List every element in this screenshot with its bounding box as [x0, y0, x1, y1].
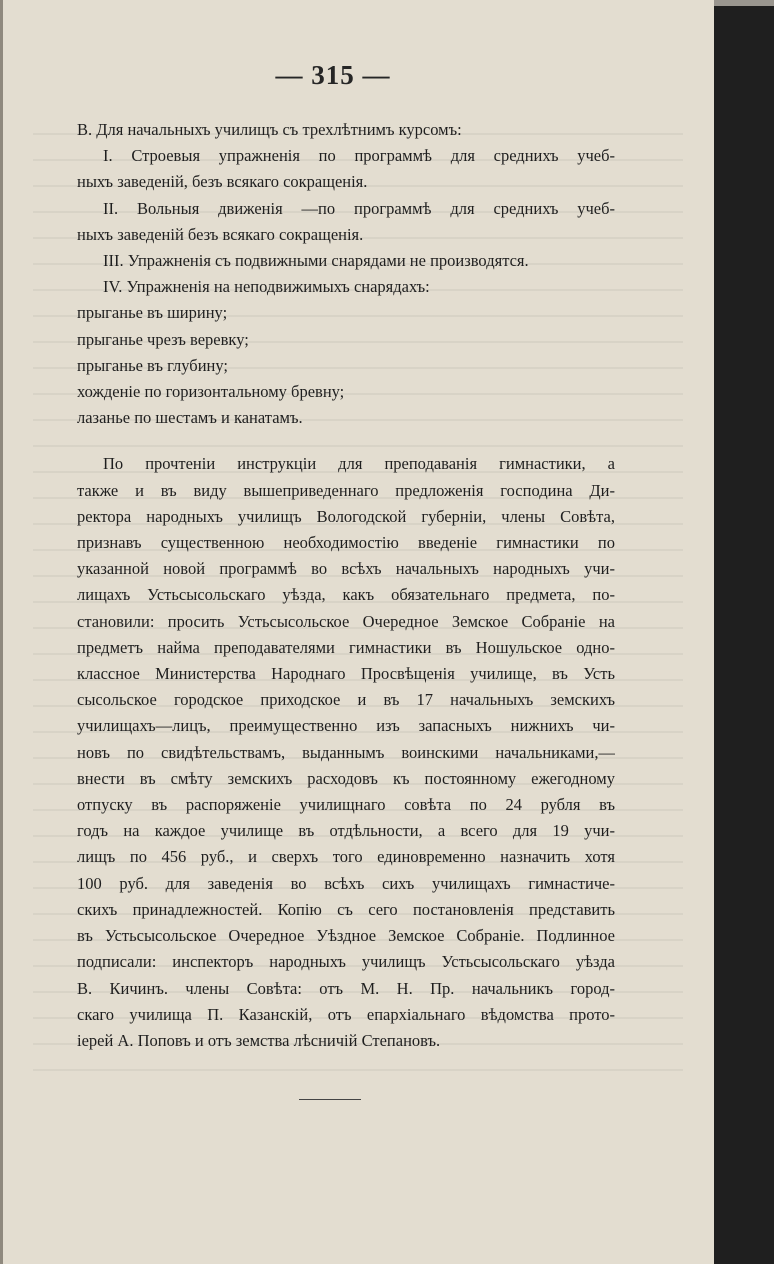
page-body [77, 117, 615, 1054]
paragraph-line: въ Устьсысольское Очередное Уѣздное Земское Собраніе. Подлинное [77, 926, 615, 946]
list-item: ныхъ заведеній безъ всякаго сокращенія. [77, 224, 364, 244]
paragraph-line: подписали: инспекторъ народныхъ училищъ Устьсысольскаго уѣзда [77, 952, 615, 972]
list-item: III. Упражненія съ подвижными снарядами не производятся. [103, 251, 529, 271]
paragraph-line: указанной новой программѣ во всѣхъ начальныхъ народныхъ учи- [77, 559, 615, 579]
scan-background [714, 0, 774, 1264]
exercise-item: прыганье въ ширину; [77, 303, 228, 323]
paragraph-line: В. Кичинъ. члены Совѣта: отъ М. Н. Пр. начальникъ город- [77, 978, 615, 998]
paragraph-line: лищахъ Устьсысольскаго уѣзда, какъ обязательнаго предмета, по- [77, 585, 615, 605]
scan-edge [714, 0, 774, 6]
page-number: — 315 — [275, 60, 391, 90]
list-item: I. Строевыя упражненія по программѣ для среднихъ учеб- [103, 146, 615, 166]
exercise-item: лазанье по шестамъ и канатамъ. [77, 408, 303, 428]
paragraph-line: ректора народныхъ училищъ Вологодской губерніи, члены Совѣта, [77, 506, 615, 526]
paragraph-line: предметъ найма преподавателями гимнастики въ Ношульское одно- [77, 637, 615, 657]
paragraph-line: сысольское городское приходское и въ 17 начальныхъ земскихъ [77, 690, 615, 710]
paragraph-line: отпуску въ распоряженіе училищнаго совѣта по 24 рубля въ [77, 795, 615, 815]
paragraph-line: внести въ смѣту земскихъ расходовъ къ постоянному ежегодному [77, 768, 615, 788]
section-heading: В. Для начальныхъ училищъ съ трехлѣтнимъ курсомъ: [77, 120, 462, 139]
paragraph-line: годъ на каждое училище въ отдѣльности, а всего для 19 учи- [77, 821, 615, 841]
paragraph-line: классное Министерства Народнаго Просвѣщенія училище, въ Усть [77, 664, 615, 684]
list-item: II. Вольныя движенія —по программѣ для среднихъ учеб- [103, 198, 615, 218]
exercise-item: прыганье въ глубину; [77, 355, 228, 375]
paragraph-line: скаго училища П. Казанскій, отъ епархіальнаго вѣдомства прото- [77, 1004, 615, 1024]
list-item: IV. Упражненія на неподвижимыхъ снарядахъ: [103, 277, 430, 297]
paragraph-line: лищъ по 456 руб., и сверхъ того единовременно назначить хотя [77, 847, 615, 867]
exercise-item: прыганье чрезъ веревку; [77, 329, 249, 349]
closing-rule [299, 1099, 361, 1100]
paragraph-gap [77, 431, 615, 451]
paragraph-line: 100 руб. для заведенія во всѣхъ сихъ училищахъ гимнастиче- [77, 873, 615, 893]
exercise-item: хожденіе по горизонтальному бревну; [77, 382, 345, 402]
paragraph-line: По прочтеніи инструкціи для преподаванія гимнастики, а [103, 454, 615, 474]
paragraph-line: училищахъ—лицъ, преимущественно изъ запасныхъ нижнихъ чи- [77, 716, 615, 736]
paragraph-line: становили: просить Устьсысольское Очередное Земское Собраніе на [77, 611, 615, 631]
paragraph-line: іерей А. Поповъ и отъ земства лѣсничій Степановъ. [77, 1030, 441, 1050]
paragraph-line: скихъ принадлежностей. Копію съ сего постановленія представить [77, 899, 615, 919]
paragraph-line: новъ по свидѣтельствамъ, выданнымъ воинскими начальниками,— [77, 742, 615, 762]
paragraph-line: также и въ виду вышеприведеннаго предложенія господина Ди- [77, 480, 615, 500]
paragraph-line: признавъ существенною необходимостію введеніе гимнастики по [77, 533, 615, 553]
list-item: ныхъ заведеній, безъ всякаго сокращенія. [77, 172, 368, 192]
